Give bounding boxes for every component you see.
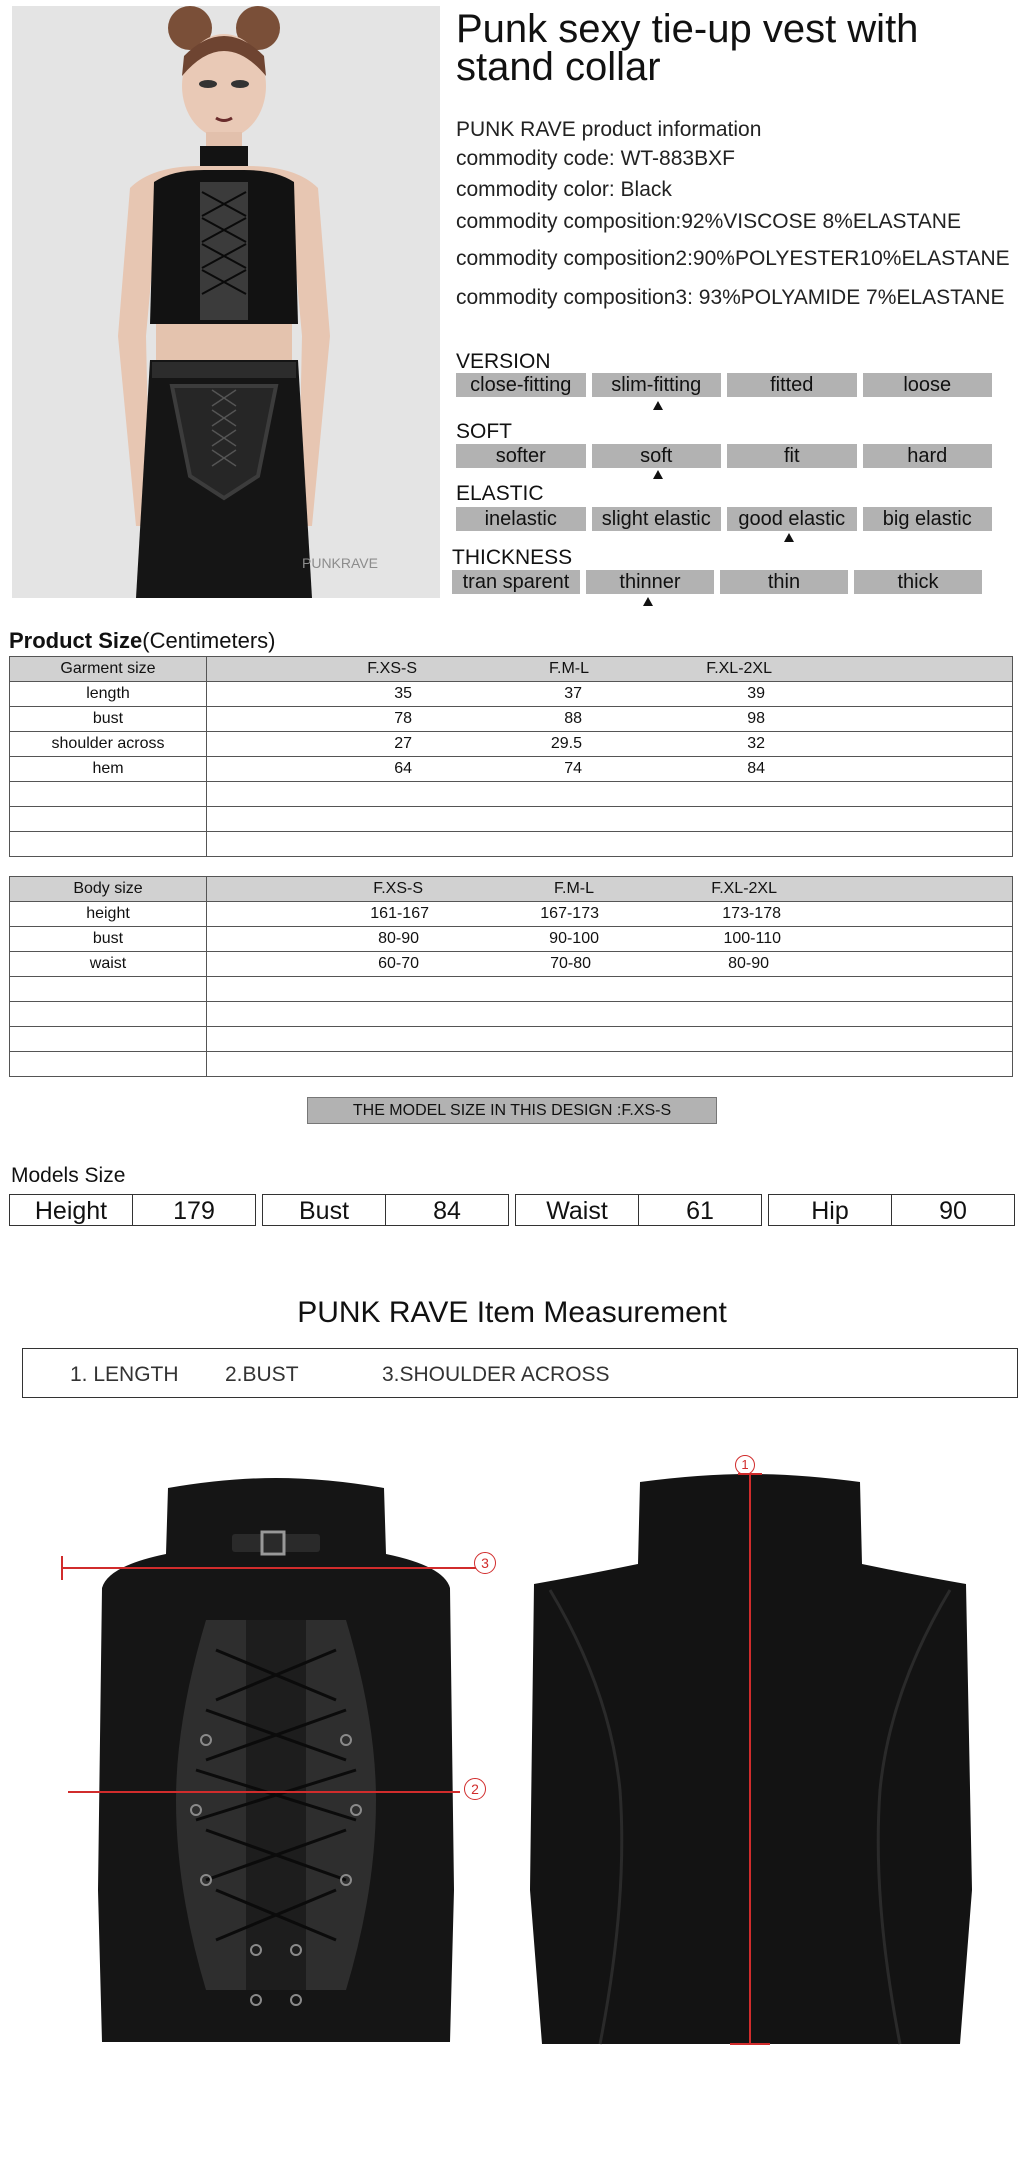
- commodity-code: commodity code: WT-883BXF: [456, 147, 735, 170]
- marker-bust: 2: [464, 1778, 486, 1800]
- row-values: [207, 952, 1013, 977]
- cell: 74: [564, 760, 582, 777]
- row-label: bust: [10, 707, 207, 732]
- cell: 32: [747, 735, 765, 752]
- commodity-composition-3: commodity composition3: 93%POLYAMIDE 7%ELASTANE: [456, 286, 1005, 309]
- waist-value: 61: [686, 1197, 714, 1225]
- thickness-option: thinner: [586, 570, 714, 594]
- empty-cell: [207, 782, 1013, 807]
- bust-value: 84: [433, 1197, 461, 1225]
- header-cell: Garment size: [10, 657, 207, 682]
- row-label: shoulder across: [10, 732, 207, 757]
- cell: 70-80: [550, 955, 591, 972]
- cell: 161-167: [370, 905, 429, 922]
- product-title: Punk sexy tie-up vest with stand collar: [456, 7, 919, 89]
- garment-front-image: [56, 1470, 496, 2050]
- row-values: [207, 757, 1013, 782]
- table-header-row: [10, 877, 1013, 902]
- header-cell: F.XL-2XL: [711, 880, 777, 897]
- model-photo-illustration: [12, 6, 440, 598]
- bust-box: [262, 1194, 509, 1226]
- height-value: 179: [173, 1197, 215, 1225]
- models-size-row: [9, 1194, 1015, 1226]
- elastic-option: big elastic: [863, 507, 993, 531]
- table-row: [10, 902, 1013, 927]
- commodity-color: commodity color: Black: [456, 178, 672, 201]
- product-size-title: [9, 628, 276, 654]
- model-size-note: THE MODEL SIZE IN THIS DESIGN :F.XS-S: [307, 1097, 717, 1124]
- table-row: [10, 927, 1013, 952]
- soft-option: fit: [727, 444, 857, 468]
- row-values: [207, 732, 1013, 757]
- table-row-empty: [10, 1052, 1013, 1077]
- empty-cell: [207, 832, 1013, 857]
- empty-cell: [207, 977, 1013, 1002]
- soft-option: soft: [592, 444, 722, 468]
- empty-cell: [10, 1027, 207, 1052]
- product-size-table: [9, 656, 1013, 857]
- measurement-title: PUNK RAVE Item Measurement: [297, 1296, 727, 1329]
- table-row-empty: [10, 832, 1013, 857]
- garment-back-illustration: [520, 1470, 980, 2060]
- product-size-title-text: Product Size: [9, 628, 143, 653]
- empty-cell: [10, 1052, 207, 1077]
- empty-cell: [207, 1027, 1013, 1052]
- header-cell: F.XS-S: [367, 660, 417, 677]
- table-header-row: [10, 657, 1013, 682]
- cell: 37: [564, 685, 582, 702]
- measurement-item-bust: 2.BUST: [225, 1363, 299, 1386]
- table-row: [10, 707, 1013, 732]
- cell: 80-90: [378, 930, 419, 947]
- waist-label: Waist: [516, 1195, 639, 1225]
- header-cell: Body size: [10, 877, 207, 902]
- garment-front-illustration: [56, 1470, 496, 2050]
- thickness-option: thick: [854, 570, 982, 594]
- cell: 84: [747, 760, 765, 777]
- cell: 100-110: [723, 930, 781, 947]
- thickness-scale: [452, 570, 982, 594]
- header-sizes: [207, 657, 1013, 682]
- cell: 167-173: [540, 905, 599, 922]
- cell: 80-90: [728, 955, 769, 972]
- table-row: [10, 732, 1013, 757]
- header-cell: F.XL-2XL: [706, 660, 772, 677]
- thickness-label: THICKNESS: [452, 546, 573, 569]
- cell: 88: [564, 710, 582, 727]
- body-size-table: [9, 876, 1013, 1077]
- header-cell: F.XS-S: [373, 880, 423, 897]
- model-photo: [12, 6, 440, 598]
- row-values: [207, 902, 1013, 927]
- hip-label: Hip: [769, 1195, 892, 1225]
- table-row: [10, 757, 1013, 782]
- table-row-empty: [10, 1002, 1013, 1027]
- row-label: waist: [10, 952, 207, 977]
- thickness-option: tran sparent: [452, 570, 580, 594]
- elastic-scale: [456, 507, 992, 531]
- version-selected-marker: [653, 401, 663, 410]
- cell: 90-100: [549, 930, 599, 947]
- soft-selected-marker: [653, 470, 663, 479]
- cell: 39: [747, 685, 765, 702]
- height-label: Height: [10, 1195, 133, 1225]
- empty-cell: [10, 832, 207, 857]
- height-box: [9, 1194, 256, 1226]
- measurement-item-length: 1. LENGTH: [70, 1363, 179, 1386]
- commodity-composition-2: commodity composition2:90%POLYESTER10%ELASTANE: [456, 247, 1010, 270]
- version-label: VERSION: [456, 350, 551, 373]
- row-label: height: [10, 902, 207, 927]
- bust-label: Bust: [263, 1195, 386, 1225]
- soft-option: hard: [863, 444, 993, 468]
- version-option: slim-fitting: [592, 373, 722, 397]
- commodity-composition: commodity composition:92%VISCOSE 8%ELASTANE: [456, 210, 961, 233]
- cell: 64: [394, 760, 412, 777]
- cell: 35: [394, 685, 412, 702]
- table-row-empty: [10, 807, 1013, 832]
- header-sizes: [207, 877, 1013, 902]
- elastic-selected-marker: [784, 533, 794, 542]
- marker-length: 1: [735, 1455, 755, 1475]
- version-option: close-fitting: [456, 373, 586, 397]
- header-cell: F.M-L: [549, 660, 589, 677]
- cell: 29.5: [550, 735, 582, 752]
- waist-box: [515, 1194, 762, 1226]
- empty-cell: [207, 1052, 1013, 1077]
- soft-label: SOFT: [456, 420, 512, 443]
- cell: 173-178: [722, 905, 781, 922]
- elastic-option: good elastic: [727, 507, 857, 531]
- version-option: loose: [863, 373, 993, 397]
- product-size-unit: (Centimeters): [142, 628, 276, 653]
- cell: 60-70: [378, 955, 419, 972]
- table-row-empty: [10, 977, 1013, 1002]
- row-values: [207, 682, 1013, 707]
- table-row-empty: [10, 782, 1013, 807]
- soft-scale: [456, 444, 992, 468]
- thickness-option: thin: [720, 570, 848, 594]
- info-heading: PUNK RAVE product information: [456, 118, 762, 141]
- soft-option: softer: [456, 444, 586, 468]
- cell: 98: [747, 710, 765, 727]
- empty-cell: [207, 807, 1013, 832]
- models-size-title: Models Size: [11, 1164, 126, 1187]
- elastic-option: inelastic: [456, 507, 586, 531]
- table-row: [10, 952, 1013, 977]
- photo-watermark: PUNKRAVE: [302, 555, 378, 571]
- elastic-option: slight elastic: [592, 507, 722, 531]
- row-label: bust: [10, 927, 207, 952]
- header-cell: F.M-L: [554, 880, 594, 897]
- row-label: length: [10, 682, 207, 707]
- elastic-label: ELASTIC: [456, 482, 544, 505]
- row-label: hem: [10, 757, 207, 782]
- row-values: [207, 707, 1013, 732]
- measurement-item-shoulder: 3.SHOULDER ACROSS: [382, 1363, 610, 1386]
- table-row-empty: [10, 1027, 1013, 1052]
- empty-cell: [10, 1002, 207, 1027]
- version-scale: [456, 373, 992, 397]
- thickness-selected-marker: [643, 597, 653, 606]
- empty-cell: [10, 977, 207, 1002]
- hip-box: [768, 1194, 1015, 1226]
- empty-cell: [207, 1002, 1013, 1027]
- table-row: [10, 682, 1013, 707]
- row-values: [207, 927, 1013, 952]
- cell: 27: [394, 735, 412, 752]
- marker-shoulder-across: 3: [474, 1552, 496, 1574]
- version-option: fitted: [727, 373, 857, 397]
- hip-value: 90: [939, 1197, 967, 1225]
- empty-cell: [10, 782, 207, 807]
- garment-back-image: [520, 1470, 980, 2060]
- cell: 78: [394, 710, 412, 727]
- empty-cell: [10, 807, 207, 832]
